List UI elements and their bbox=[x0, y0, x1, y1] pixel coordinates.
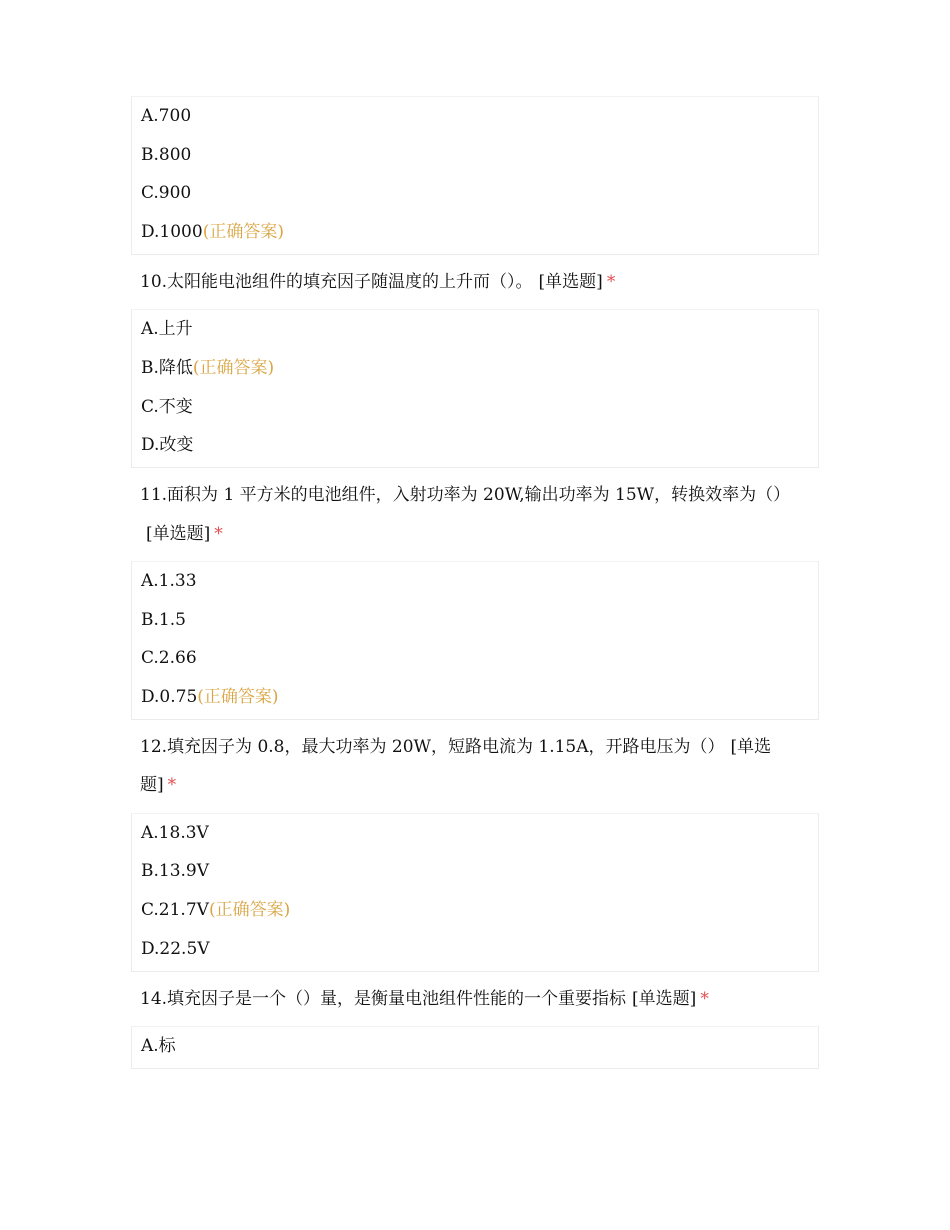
question-text: 14.填充因子是一个（）量，是衡量电池组件性能的一个重要指标 bbox=[140, 988, 627, 1009]
required-mark: * bbox=[700, 988, 709, 1009]
option-q9-c bbox=[132, 174, 818, 213]
required-mark: * bbox=[606, 271, 616, 292]
option-text: C.21.7V bbox=[141, 900, 209, 921]
option-q10-a bbox=[132, 310, 818, 349]
option-text: C.900 bbox=[141, 183, 192, 204]
option-q12-d bbox=[132, 930, 818, 969]
question-text: 10.太阳能电池组件的填充因子随温度的上升而（）。 bbox=[140, 271, 533, 292]
correct-answer-tag: (正确答案) bbox=[197, 687, 279, 708]
option-text: B.800 bbox=[141, 144, 192, 165]
correct-answer-tag: (正确答案) bbox=[192, 357, 275, 378]
option-text: C.不变 bbox=[141, 396, 193, 417]
option-q14-a bbox=[132, 1027, 818, 1066]
option-text: B.13.9V bbox=[141, 861, 210, 882]
option-text: A.标 bbox=[141, 1036, 176, 1056]
correct-answer-tag: (正确答案) bbox=[208, 900, 291, 921]
option-text: B.1.5 bbox=[141, 609, 186, 630]
option-text: D.改变 bbox=[141, 435, 194, 456]
option-text: D.22.5V bbox=[141, 938, 210, 959]
option-text: A.18.3V bbox=[141, 822, 209, 843]
question-text: 12.填充因子为 0.8，最大功率为 20W，短路电流为 1.15A，开路电压为（） bbox=[140, 736, 725, 757]
question-type: [单选题] bbox=[632, 988, 697, 1009]
question-14-title bbox=[131, 972, 819, 1027]
question-text: 11.面积为 1 平方米的电池组件，入射功率为 20W,输出功率为 15W，转换效率为（） bbox=[140, 485, 791, 505]
option-text: D.0.75 bbox=[141, 687, 198, 708]
option-text: A.1.33 bbox=[141, 571, 197, 591]
option-text: C.2.66 bbox=[141, 648, 197, 669]
option-q10-b bbox=[132, 349, 818, 388]
required-mark: * bbox=[167, 775, 177, 796]
option-q9-a bbox=[132, 97, 818, 136]
question-type: [单选题] bbox=[538, 271, 603, 292]
option-q12-a bbox=[132, 814, 818, 853]
option-text: D.1000 bbox=[141, 222, 203, 243]
options-group-q12 bbox=[131, 813, 819, 972]
option-q10-c bbox=[132, 388, 818, 427]
options-group-q11 bbox=[131, 561, 819, 720]
option-q12-c bbox=[132, 891, 818, 930]
quiz-document bbox=[131, 96, 819, 1069]
option-q9-d bbox=[132, 213, 818, 252]
options-group-q10 bbox=[131, 309, 819, 468]
question-type: [单选题] bbox=[140, 736, 772, 796]
option-q11-a bbox=[132, 562, 818, 601]
option-text: A.700 bbox=[141, 106, 192, 126]
correct-answer-tag: (正确答案) bbox=[202, 222, 284, 243]
option-q12-b bbox=[132, 852, 818, 891]
options-group-q14 bbox=[131, 1026, 819, 1069]
option-text: A.上升 bbox=[141, 319, 193, 340]
question-12-title bbox=[131, 720, 819, 813]
option-text: B.降低 bbox=[141, 357, 193, 378]
option-q11-c bbox=[132, 639, 818, 678]
option-q11-d bbox=[132, 678, 818, 717]
required-mark: * bbox=[214, 523, 223, 544]
option-q10-d bbox=[132, 426, 818, 465]
question-type: [单选题] bbox=[146, 523, 211, 544]
option-q9-b bbox=[132, 136, 818, 175]
option-q11-b bbox=[132, 601, 818, 640]
question-10-title bbox=[131, 255, 819, 310]
question-11-title bbox=[131, 468, 819, 561]
options-group-q9 bbox=[131, 96, 819, 255]
